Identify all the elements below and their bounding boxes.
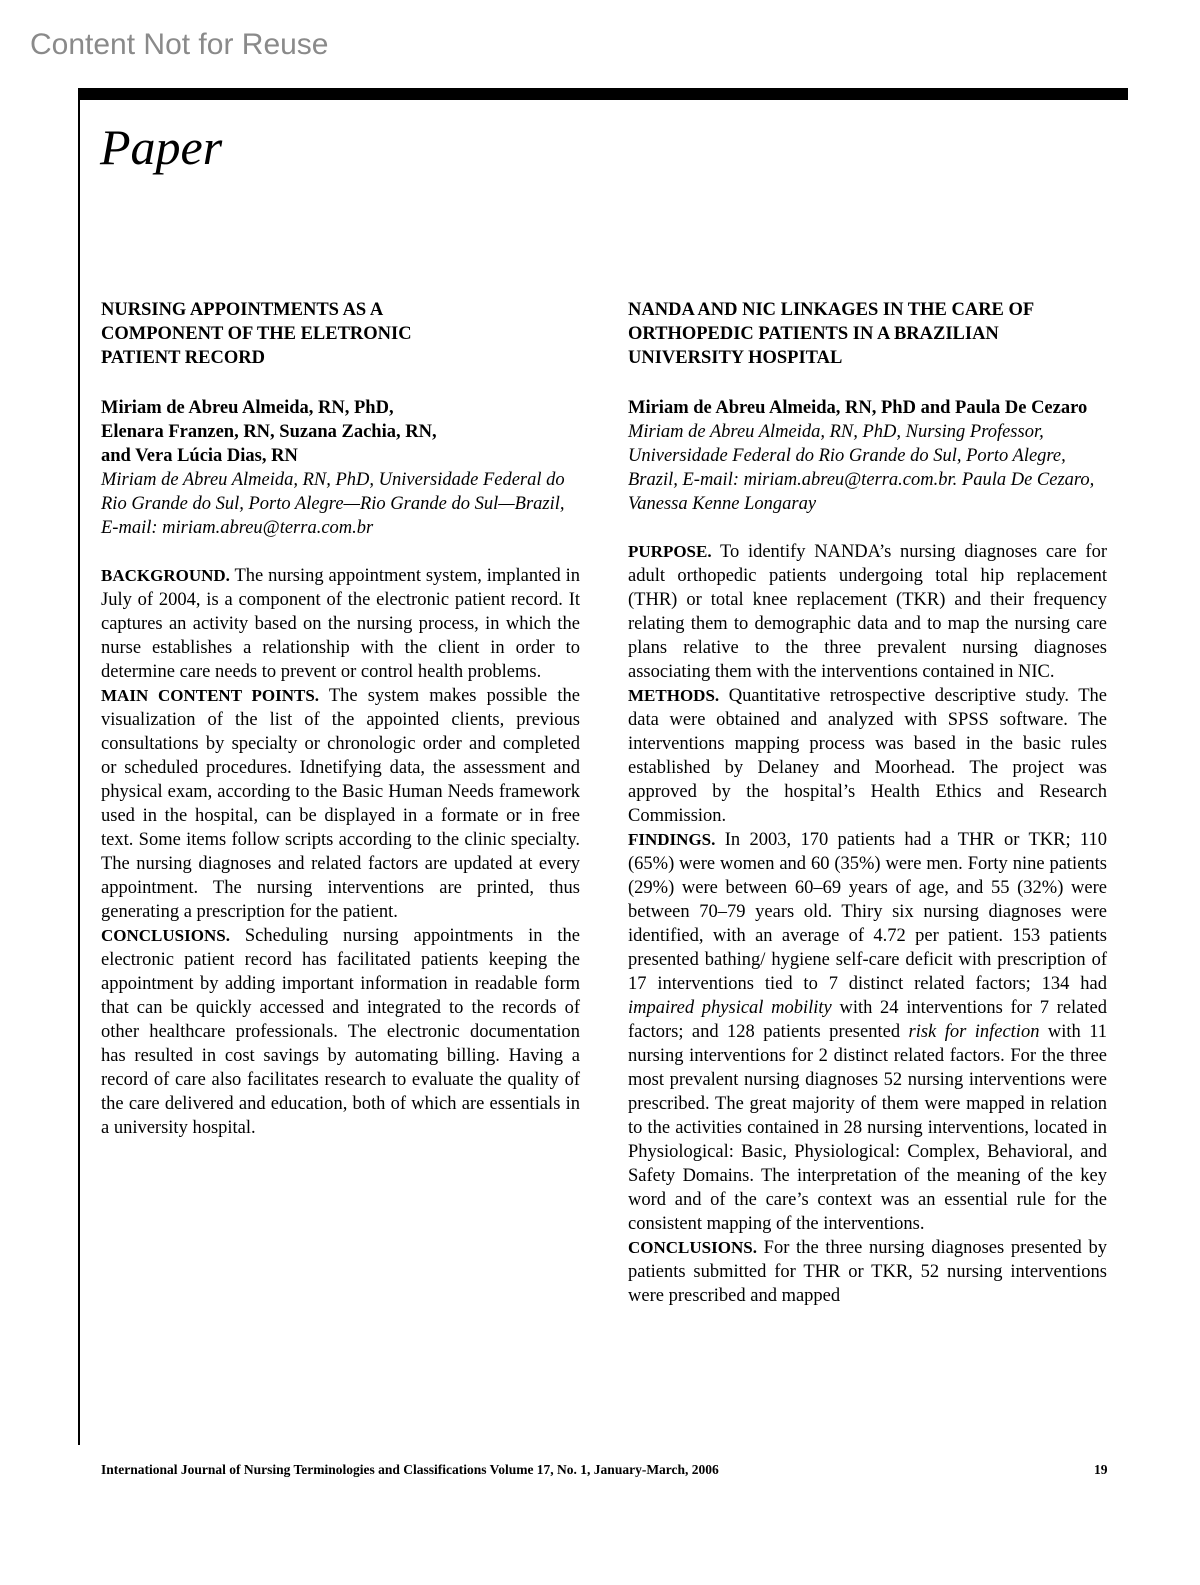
section-heading: MAIN CONTENT POINTS. bbox=[101, 686, 320, 705]
abstract-paragraph bbox=[101, 924, 580, 1140]
section-text: with 24 interventions for 7 related factors; and 128 patients presented bbox=[628, 998, 1107, 1042]
abstract bbox=[628, 540, 1107, 1308]
title-line: NURSING APPOINTMENTS AS A bbox=[101, 300, 384, 320]
section-heading: CONCLUSIONS. bbox=[628, 1238, 757, 1257]
title-line: COMPONENT OF THE ELETRONIC bbox=[101, 324, 412, 344]
author-line: and Vera Lúcia Dias, RN bbox=[101, 446, 298, 466]
article-left bbox=[101, 298, 580, 1140]
title-line: NANDA AND NIC LINKAGES IN THE CARE OF bbox=[628, 300, 1035, 320]
section-text: For the three nursing diagnoses presented by patients submitted for THR or TKR, 52 nursing interventions were prescribed and mapped bbox=[628, 1238, 1107, 1306]
section-heading: FINDINGS. bbox=[628, 830, 716, 849]
abstract-paragraph bbox=[628, 828, 1107, 1236]
affiliation: Miriam de Abreu Almeida, RN, PhD, Nursing Professor, Universidade Federal do Rio Grande do Sul, Porto Alegre, Brazil, E-mail: miriam.abreu@terra.com.br. Paula De Cezaro, Vanessa Kenne Longaray bbox=[628, 422, 1095, 514]
abstract-paragraph bbox=[628, 684, 1107, 828]
section-text: To identify NANDA’s nursing diagnoses care for adult orthopedic patients undergoing total hip replacement (THR) or total knee replacement (TKR) and their frequency relating them to demographic data and to map the nursing care plans relative to the three prevalent nursing diagnoses associating them with the interventions contained in NIC. bbox=[628, 542, 1107, 682]
section-text: Quantitative retrospective descriptive study. The data were obtained and analyzed with SPSS software. The interventions mapping process was based in the basic rules established by Delaney and Moorhead. The project was approved by the hospital’s Health Ethics and Research Commission. bbox=[628, 686, 1108, 826]
page-number: 19 bbox=[1094, 1462, 1108, 1477]
title-line: ORTHOPEDIC PATIENTS IN A BRAZILIAN bbox=[628, 324, 999, 344]
italic-term: impaired physical mobility bbox=[628, 998, 832, 1018]
abstract-paragraph bbox=[628, 540, 1107, 684]
abstract-paragraph bbox=[101, 564, 580, 684]
author-line: Elenara Franzen, RN, Suzana Zachia, RN, bbox=[101, 422, 437, 442]
author-line: Miriam de Abreu Almeida, RN, PhD, bbox=[101, 398, 394, 418]
section-heading: METHODS. bbox=[628, 686, 720, 705]
title-line: UNIVERSITY HOSPITAL bbox=[628, 348, 843, 368]
italic-term: risk for infection bbox=[908, 1022, 1040, 1042]
abstract-paragraph bbox=[628, 1236, 1107, 1308]
article-title bbox=[101, 298, 580, 370]
authors: Miriam de Abreu Almeida, RN, PhD and Paula De Cezaro bbox=[628, 398, 1088, 418]
section-text: In 2003, 170 patients had a THR or TKR; 110 (65%) were women and 60 (35%) were men. Forty nine patients (29%) were between 60–69 years of age, and 55 (32%) were between 70–79 years old. Thiry six nursing diagnoses were identified, with an average of 4.72 per patient. 153 patients presented bathing/ hygiene self-care deficit with prescription of 17 interventions tied to 7 distinct related factors; 134 had bbox=[628, 830, 1107, 994]
authors bbox=[101, 396, 580, 468]
title-line: PATIENT RECORD bbox=[101, 348, 265, 368]
article-right bbox=[628, 298, 1107, 1308]
section-heading: CONCLUSIONS. bbox=[101, 926, 230, 945]
abstract-paragraph bbox=[101, 684, 580, 924]
section-text: The system makes possible the visualization of the list of the appointed clients, previous consultations by specialty or chronologic order and completed or scheduled procedures. Idnetifying data, the assessment and physical exam, according to the Basic Human Needs framework used in the hospital, can be displayed in a formate or in free text. Some items follow scripts according to the clinic specialty. The nursing diagnoses and related factors are updated at every appointment. The nursing interventions are printed, thus generating a prescription for the patient. bbox=[101, 686, 580, 922]
top-rule bbox=[78, 88, 1128, 100]
abstract bbox=[101, 564, 580, 1140]
watermark: Content Not for Reuse bbox=[30, 28, 329, 61]
article-title bbox=[628, 298, 1107, 370]
section-text: with 11 nursing interventions for 2 distinct related factors. For the three most prevalent nursing diagnoses 52 nursing interventions were prescribed. The great majority of them were mapped in relation to the activities contained in 28 nursing interventions, located in Physiological: Basic, Physiological: Complex, Behavioral, and Safety Domains. The interpretation of the meaning of the key word and of the care’s context was an essential rule for the consistent mapping of the interventions. bbox=[628, 1022, 1108, 1234]
footer-journal: International Journal of Nursing Terminologies and Classifications Volume 17, No. 1, January-March, 2006 bbox=[101, 1462, 719, 1477]
affiliation: Miriam de Abreu Almeida, RN, PhD, Universidade Federal do Rio Grande do Sul, Porto Alegre—Rio Grande do Sul—Brazil, E-mail: miriam.abreu@terra.com.br bbox=[101, 470, 565, 538]
section-heading: BACKGROUND. bbox=[101, 566, 230, 585]
section-label: Paper bbox=[100, 119, 223, 175]
left-rule bbox=[78, 88, 80, 1445]
section-heading: PURPOSE. bbox=[628, 542, 712, 561]
section-text: Scheduling nursing appointments in the electronic patient record has facilitated patients keeping the appointment by adding important information in readable form that can be quickly accessed and integrated to the records of other healthcare professionals. The electronic documentation has resulted in cost savings by automating billing. Having a record of care also facilitates research to evaluate the quality of the care delivered and education, both of which are essentials in a university hospital. bbox=[101, 926, 581, 1138]
section-text: The nursing appointment system, implanted in July of 2004, is a component of the electronic patient record. It captures an activity based on the nursing process, in which the nurse establishes a relationship with the client in order to determine care needs to prevent or control health problems. bbox=[101, 566, 580, 682]
